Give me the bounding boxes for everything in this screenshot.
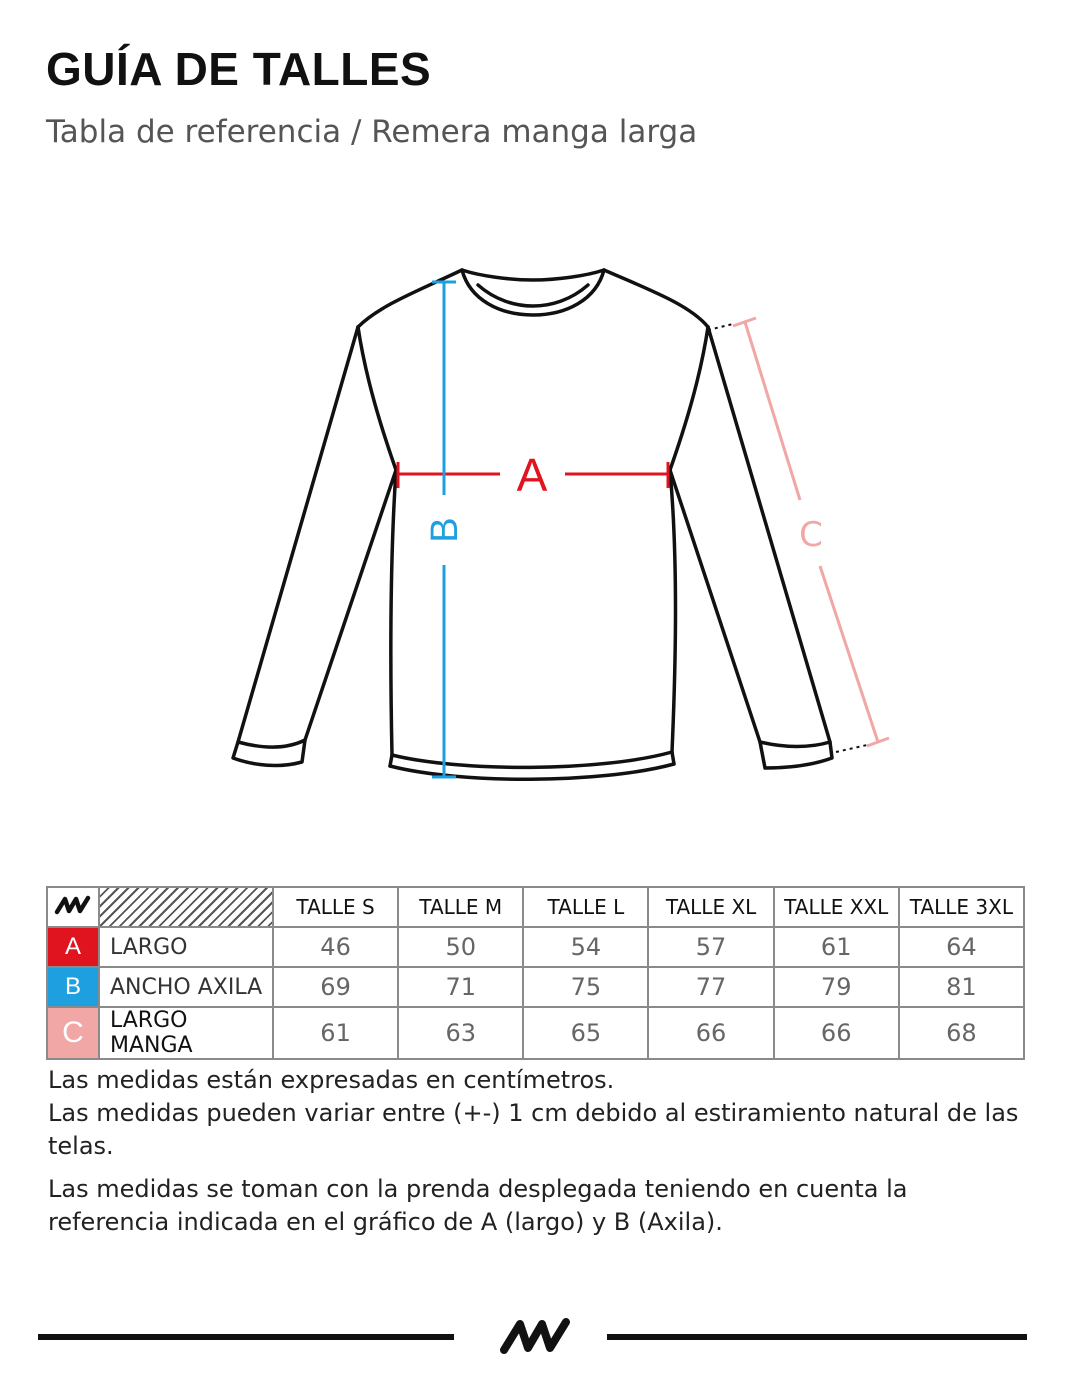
note-method: Las medidas se toman con la prenda desplegada teniendo en cuenta la referencia indicada en el gráfico de A (largo) y B (Axila).: [48, 1175, 908, 1236]
note-units: Las medidas están expresadas en centímetros.: [48, 1066, 615, 1094]
brand-logo-icon: [498, 1316, 574, 1356]
table-row: [47, 927, 1024, 967]
note-variation: Las medidas pueden variar entre (+-) 1 cm debido al estiramiento natural de las telas.: [48, 1099, 1019, 1160]
table-hatched-cell: [99, 887, 273, 927]
shirt-outline: [233, 270, 832, 779]
measure-a-label: A: [516, 449, 548, 501]
table-cell: 61: [774, 927, 899, 967]
table-cell: 64: [899, 927, 1024, 967]
measure-c-label: C: [799, 515, 823, 555]
table-cell: 68: [899, 1007, 1024, 1059]
table-cell: 77: [648, 967, 773, 1007]
measure-b-label: B: [424, 517, 466, 543]
row-label: LARGO: [99, 927, 273, 967]
row-letter-a: A: [47, 927, 99, 967]
table-cell: 65: [523, 1007, 648, 1059]
table-cell: 46: [273, 927, 398, 967]
column-header: TALLE S: [273, 887, 398, 927]
table-cell: 54: [523, 927, 648, 967]
column-header: TALLE 3XL: [899, 887, 1024, 927]
row-label: ANCHO AXILA: [99, 967, 273, 1007]
table-cell: 61: [273, 1007, 398, 1059]
footer-divider-right: [607, 1334, 1027, 1340]
table-cell: 79: [774, 967, 899, 1007]
table-corner-logo: [47, 887, 99, 927]
column-header: TALLE XXL: [774, 887, 899, 927]
page-title: GUÍA DE TALLES: [46, 43, 432, 95]
table-cell: 66: [648, 1007, 773, 1059]
row-label: LARGO MANGA: [99, 1007, 273, 1059]
column-header: TALLE XL: [648, 887, 773, 927]
table-cell: 50: [398, 927, 523, 967]
table-cell: 63: [398, 1007, 523, 1059]
size-table: [46, 886, 1025, 1060]
column-header: TALLE L: [523, 887, 648, 927]
table-cell: 66: [774, 1007, 899, 1059]
garment-diagram: [220, 255, 900, 795]
table-cell: 57: [648, 927, 773, 967]
page-subtitle: Tabla de referencia / Remera manga larga: [46, 114, 698, 150]
table-cell: 75: [523, 967, 648, 1007]
table-row: [47, 1007, 1024, 1059]
row-letter-c: C: [47, 1007, 99, 1059]
row-letter-b: B: [47, 967, 99, 1007]
table-row: [47, 967, 1024, 1007]
column-header: TALLE M: [398, 887, 523, 927]
table-cell: 69: [273, 967, 398, 1007]
brand-logo-icon: [54, 895, 92, 915]
measure-c-guides: [708, 324, 867, 752]
notes: [48, 1064, 1033, 1239]
footer-divider-left: [38, 1334, 454, 1340]
table-cell: 81: [899, 967, 1024, 1007]
table-cell: 71: [398, 967, 523, 1007]
table-header-row: [47, 887, 1024, 927]
